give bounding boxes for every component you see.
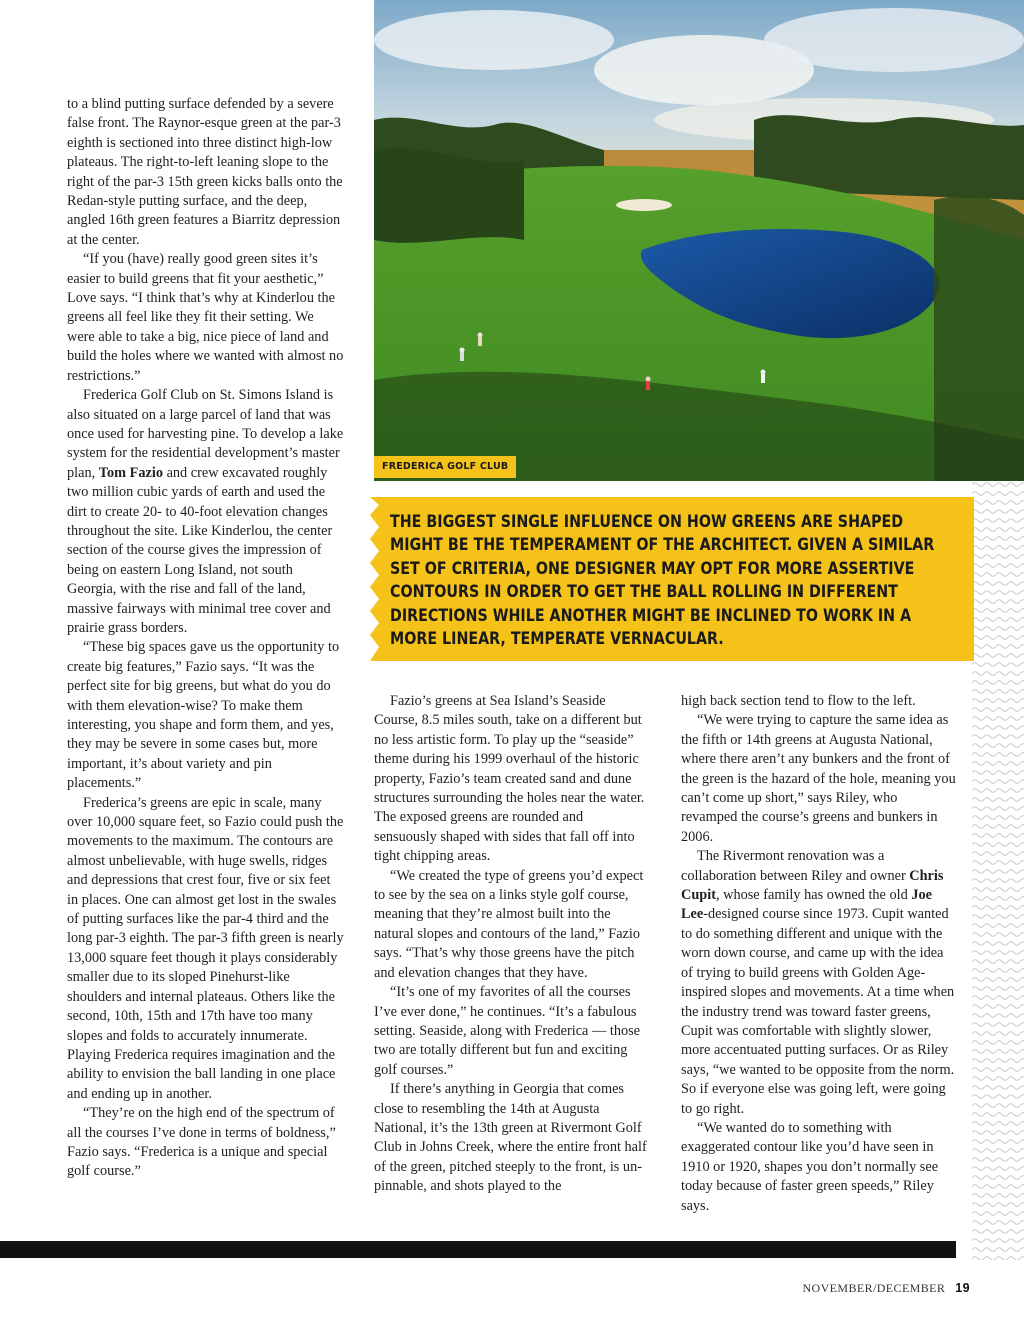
paragraph: “If you (have) really good green sites it’s easier to build greens that fit your aesthetic,” Love says. “I think that’s why at Kinderlou the greens all feel like they fit their setting. We were able to take a big, nice piece of land and build the holes where we wanted with almost no restrictions.” [67,251,344,384]
golf-course-photo-icon [374,0,1024,481]
paragraph: If there’s anything in Georgia that comes close to resembling the 14th at Augusta National, it’s the 13th green at Rivermont Golf Club in Johns Creek, where the entire front half of the green, pitched steeply to the front, is un-pinnable, and shots played to the [374,1081,647,1195]
footer-bar [0,1241,956,1258]
page-number: 19 [955,1281,970,1295]
article-column-2 [374,692,648,1197]
text-run: and crew excavated roughly two million cubic yards of earth and used the dirt to create 20- to 40-foot elevation changes throughout the site. Like Kinderlou, the center section of the course gives the impression of being on eastern Long Island, not south Georgia, with the rise and fall of the land, massive fairways with minimal tree cover and prairie grass borders. [67,464,333,636]
bold-name: Tom Fazio [98,464,163,481]
text-run: -designed course since 1973. Cupit wanted to do something different and unique with the worn down course, and came up with the idea of trying to build greens with Golden Age-inspired slopes and movements. At a time when the industry trend was toward faster greens, Cupit was comfortable with slightly slower, more accentuated putting surfaces. Or as Riley says, “we wanted to be opposite from the norm. So if everyone else was going left, were going to go right. [681,906,955,1117]
text-run: , whose family has owned the old [715,887,908,904]
paragraph: “We were trying to capture the same idea as the fifth or 14th greens at Augusta National, where there aren’t any bunkers and the front of the green is the hazard of the hole, meaning you can’t come up short,” says Riley, who revamped the course’s greens and bunkers in 2006. [681,712,956,845]
article-column-1 [67,95,345,1182]
article-column-3 [681,692,956,1216]
wavy-pattern-decoration [972,480,1024,1260]
paragraph: “We created the type of greens you’d expect to see by the sea on a links style golf course, meaning that they’re almost built into the natural slopes and contours of the land,” Fazio says. “That’s why those greens have the pitch and elevation changes that they have. [374,867,644,981]
paragraph: “These big spaces gave us the opportunity to create big features,” Fazio says. “It was the perfect site for big greens, but what do you do with them elevation-wise? To make them interesting, you shape and form them, and yes, they may be severe in some cases but, more important, it’s about variety and pin placements.” [67,639,340,792]
paragraph: high back section tend to flow to the left. [681,693,916,709]
paragraph: “They’re on the high end of the spectrum of all the courses I’ve done in terms of boldness,” Fazio says. “Frederica is a unique and special golf course.” [67,1105,336,1180]
text-run: The Rivermont renovation was a collaboration between Riley and owner [681,848,906,884]
golf-course-photo [374,0,1024,481]
paragraph: to a blind putting surface defended by a severe false front. The Raynor-esque green at the par-3 eighth is sectioned into three distinct high-low plateaus. The right-to-left leaning slope to the right of the par-3 15th green kicks balls onto the Redan-style putting surface, and the deep, angled 16th green features a Biarritz depression at the center. [67,96,343,248]
text-run: Frederica Golf Club on St. Simons Island is also situated on a large parcel of land that was once used for harvesting pine. To develop a lake system for the residential development’s master plan, [67,387,344,481]
paragraph: Fazio’s greens at Sea Island’s Seaside Course, 8.5 miles south, take on a different but no less artistic form. To play up the “seaside” theme during his 1999 overhaul of the historic property, Fazio’s team created sand and dune structures surrounding the holes near the water. The exposed greens are rounded and sensuously shaped with sides that fall off into tight chipping areas. [374,693,645,865]
pull-quote [370,497,974,661]
paragraph [681,847,956,1119]
photo-caption: FREDERICA GOLF CLUB [374,456,516,478]
issue-label: NOVEMBER/DECEMBER [802,1281,946,1295]
paragraph: Frederica’s greens are epic in scale, many over 10,000 square feet, so Fazio could push the movements to the maximum. The contours are almost unbelievable, with huge swells, ridges and depressions that crest four, five or six feet in places. One can almost get lost in the swales of putting surfaces like the par-4 third and the long par-3 eighth. The par-3 fifth green is nearly 13,000 square feet though it plays considerably smaller due to its sloped Pinehurst-like shoulders and internal plateaus. Others like the second, 10th, 15th and 17th have too many slopes and folds to accurately innumerate. Playing Frederica requires imagination and the ability to envision the ball landing in one place and ending up in another. [67,794,344,1102]
bold-name: Joe Lee [681,887,932,923]
paragraph: “It’s one of my favorites of all the courses I’ve ever done,” he continues. “It’s a fabulous setting. Seaside, along with Frederica — those two are totally different but fun and exciting golf courses.” [374,984,641,1078]
page-folio [802,1281,970,1296]
paragraph: “We wanted do to something with exaggerated contour like you’d have seen in 1910 or 1920, shapes you don’t normally see today because of faster green speeds,” Riley says. [681,1119,939,1214]
pull-quote-text: THE BIGGEST SINGLE INFLUENCE ON HOW GREENS ARE SHAPED MIGHT BE THE TEMPERAMENT OF THE ARCHITECT. GIVEN A SIMILAR SET OF CRITERIA, ONE DESIGNER MAY OPT FOR MORE ASSERTIVE CONTOURS IN ORDER TO GET THE BALL ROLLING IN DIFFERENT DIRECTIONS WHILE ANOTHER MIGHT BE INCLINED TO WORK IN A MORE LINEAR, TEMPERATE VERNACULAR. [390,512,935,649]
bold-name: Chris Cupit [681,867,944,904]
paragraph [67,386,345,638]
